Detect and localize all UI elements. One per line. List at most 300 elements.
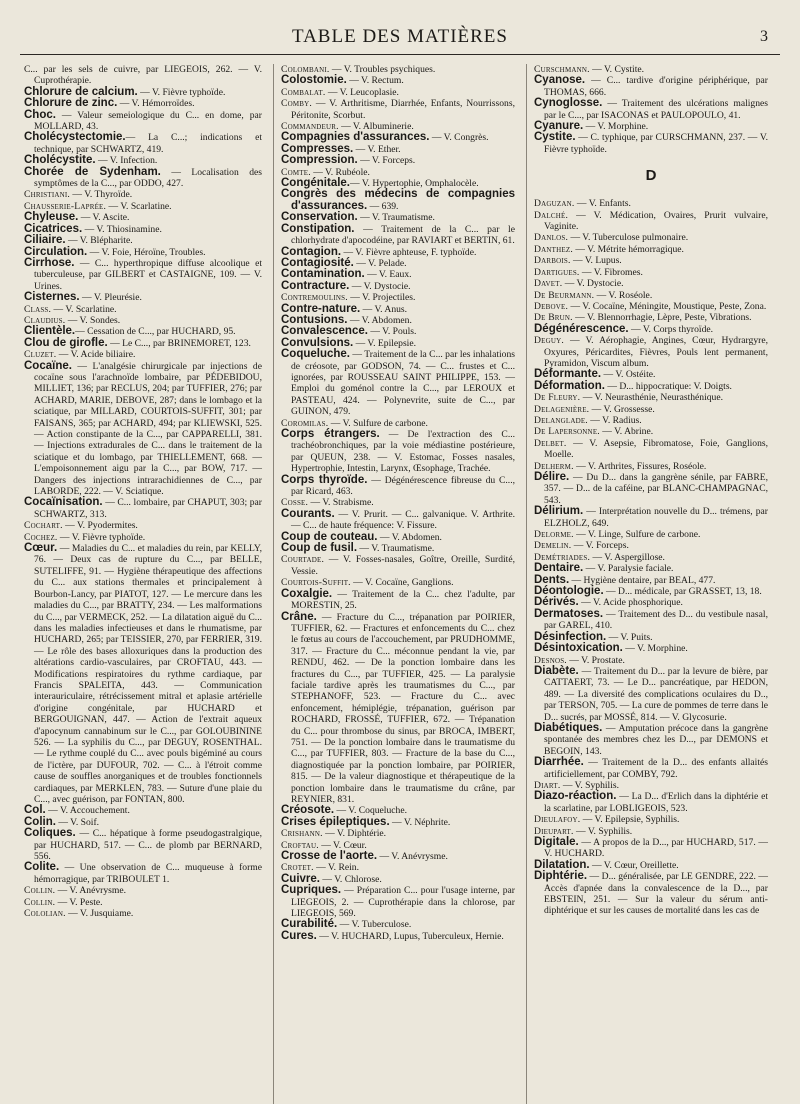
index-entry [281,349,515,417]
entry-author: Dartigues. [534,266,580,278]
entry-text: — Du D... dans la gangrène sénile, par FABRE, 357. — D... de la caféine, par BLANC-CHAMPAGNAC, 543. [544,472,768,506]
entry-headword: Clou de girofle. [24,336,108,349]
entry-text: — V. Traumatisme. [357,212,435,224]
entry-author: Comby. [281,98,313,110]
index-entry [534,301,768,312]
entry-headword: Diabète. [534,664,579,677]
index-entry [24,520,262,531]
index-entry [534,290,768,301]
index-entry [24,897,262,908]
index-entry [534,244,768,255]
entry-text: — V. Foie, Héroïne, Troubles. [87,246,206,258]
entry-author: Cochart. [24,520,63,532]
entry-author: De Beurmann. [534,289,595,301]
index-entry [534,198,768,209]
index-entry [281,931,515,942]
entry-headword: Corps thyroïde. [281,473,368,486]
entry-text: — D... hippocratique: V. Doigts. [604,380,732,392]
index-entry [24,908,262,919]
entry-headword: Diphtérie. [534,870,588,883]
entry-text: — V. Cœur, Oreillette. [589,859,679,871]
index-entry [24,497,262,520]
entry-headword: Dents. [534,573,570,586]
entry-text: — Préparation C... pour l'usage interne, par LIEGEOIS, 2. — Cuprothérapie dans la chlorose, par LIEGEOIS, 569. [291,885,515,920]
entry-text: — V. Médication, Ovaires, Prurit vulvaire, Vaginite. [544,209,768,233]
entry-text: — V. Traumatisme. [357,543,435,555]
index-entry [24,805,262,816]
entry-headword: Cystite. [534,131,576,144]
entry-headword: Compresses. [281,142,354,155]
entry-text: — V. Eaux. [364,269,412,281]
entry-text: — C... hépatique à forme pseudogastralgique, par HUCHARD, 517. — C... de plomb par BERNARD, 556. [34,828,262,863]
entry-author: Crishann. [281,828,323,840]
entry-author: Collin. [24,896,56,908]
entry-author: Danlos. [534,232,569,244]
entry-text: — V. Arthrites, Fissures, Roséole. [573,460,707,472]
index-entry [24,532,262,543]
entry-text: — Dégénérescence fibreuse du C..., par Ricard, 463. [291,474,515,498]
entry-text: — V. Abdomen. [377,531,442,543]
entry-text: — V. Epilepsie, Syphilis. [580,814,680,826]
page-title: TABLE DES MATIÈRES [292,26,508,47]
entry-author: Diart. [534,779,561,791]
index-entry [534,415,768,426]
entry-author: Delbet. [534,437,567,449]
index-entry [534,132,768,155]
entry-text: — Amputation précoce dans la gangrène spontanée des membres chez les D..., par DEMONS et BEGOIN, 143. [544,722,768,757]
index-entry [281,589,515,612]
entry-text: — Le C..., par BRINEMORET, 123. [107,337,251,349]
entry-author: De Brun. [534,312,573,324]
index-entry [534,426,768,437]
index-entry [24,132,262,155]
entry-author: Demelin. [534,540,572,552]
index-entry [281,87,515,98]
entry-headword: Dérivés. [534,596,579,609]
entry-text: — V. Scarlatine. [51,303,117,315]
entry-text: — V. Néphrite. [389,816,451,828]
index-entry [534,643,768,654]
entry-text: — De l'extraction des C... trachéobronchiques, par la voie médiastine postérieure, par QUEUN, 238. — V. Estomac, Fosses nasales, Hypertrophie, Intestin, Larynx, Œsophage, Trachée. [291,429,516,475]
entry-text: — V. Cœur. [318,839,367,851]
entry-headword: Circulation. [24,245,88,258]
entry-author: Combalat. [281,86,326,98]
index-entry [281,281,515,292]
entry-headword: Clientèle. [24,325,76,338]
entry-author: Coromilas. [281,417,329,429]
entry-headword: Délire. [534,471,570,483]
entry-author: Comte. [281,166,311,178]
index-entry [281,224,515,247]
entry-text: — V. Forceps. [571,540,629,552]
entry-text: — V. Anus. [360,303,408,315]
index-entry [281,543,515,554]
entry-author: Cosse. [281,497,309,509]
entry-headword: Conservation. [281,211,358,224]
entry-text: — V. Blennorrhagie, Lèpre, Peste, Vibrations. [572,312,752,324]
entry-author: Daguzan. [534,198,575,210]
entry-author: Class. [24,303,52,315]
index-entry [534,791,768,814]
page-header [20,22,780,56]
entry-text: — V. Cocaïne, Méningite, Moustique, Peste, Zona. [568,300,767,312]
entry-text: — V. Paralysie faciale. [583,563,674,575]
entry-author: Cochez. [24,531,58,543]
entry-text: — V. Fièvre typhoïde. [57,531,146,543]
entry-text: — V. Tuberculose. [337,919,412,931]
index-entry [24,167,262,190]
index-entry [281,75,515,86]
index-entry [24,98,262,109]
index-entry [534,267,768,278]
index-entry [281,429,515,475]
entry-author: Dalché. [534,209,569,221]
index-entry [534,540,768,551]
entry-headword: Déformation. [534,379,605,392]
entry-text: — Maladies du C... et maladies du rein, par KELLY, 76. — Deux cas de rupture du C..., par BELLE, SUTELIFFE, 91. — Hygiène thérapeutique des affections du C... aux stations thermales et principalement à Bourbon-Lancy, par PIATOT, 127. — Le mercure dans les maladies du C..., par BRATTY, 234. — Les malformations du C..., par VERMECK, 252. — La dilatation aiguë du C... dans les maladies infectieuses et dans le rhumatisme, par HUCHARD, 265; par TEISSIER, 270, par FERRIER, 319. — Le rôle des bases alloxuriques dans la production des altérations cardio-vasculaires, par CROFTAU, 443. — Modifications respiratoires du rythme cardiaque, par Francis SPALEITA, 443. — Communication interauriculaire, rétrécissement mitral et aplasie artérielle d'origine congénitale, par HUCHARD et BERGOUIGNAN, 447. — Action de l'extrait aqueux d'apocynum cannabinum sur le C..., par GOLOUBININE 526. — La syphilis du C..., par DEGUY, ROSENTHAL. — Le rythme couplé du C... avec pouls bigéminé au cours de l'ictère, par DUFOUR, 702. — C... à l'étroit comme cause de souffles anorganiques et de troubles fonctionnels cardiaques, par MERKLEN, 783. — Suture d'une plaie du C..., avec guérison, par FONTAN, 800. [34,543,262,805]
entry-headword: Dermatoses. [534,607,604,620]
entry-text: — V. Morphine. [583,121,649,133]
entry-text: — Cessation de C..., par HUCHARD, 95. [75,326,236,338]
entry-headword: Col. [24,804,46,817]
entry-headword: Cholécystite. [24,154,96,167]
entry-headword: Cocaïne. [24,359,72,372]
index-entry [534,335,768,369]
entry-headword: Cynoglosse. [534,97,603,110]
entry-headword: Diazo-réaction. [534,790,617,803]
entry-headword: Digitale. [534,836,579,848]
entry-text: — V. Hypertophie, Omphalocèle. [350,178,479,190]
entry-text: — V. Radius. [587,414,642,426]
entry-text: — V. Cystite. [589,64,645,75]
index-column-1 [20,64,266,1104]
entry-text: — V. Strabisme. [308,497,374,509]
entry-headword: Cholécystectomie. [24,131,126,144]
entry-author: Delanglade. [534,414,588,426]
entry-text: — V. Roséole. [594,289,653,301]
entry-text: — V. Morphine. [622,643,688,655]
entry-text: — C... hyperthropique diffuse alcoolique et tuberculeuse, par GILBERT et CASTAIGNE, 109. — V. Urines. [34,257,262,292]
entry-text: — V. Sondes. [65,314,121,326]
entry-author: Debove. [534,300,569,312]
entry-text: — V. Pleurésie. [79,292,142,304]
entry-text: — V. HUCHARD, Lupus, Tuberculeux, Hernie. [316,930,504,942]
entry-author: Courtade. [281,554,325,566]
entry-headword: Coliques. [24,827,76,840]
entry-text: — V. Accouchement. [45,805,130,817]
entry-text: — Traitement des D... du vestibule nasal, par GAREL, 410. [544,608,768,632]
entry-headword: Dégénérescence. [534,322,629,335]
entry-text: — V. Troubles psychiques. [329,64,436,75]
entry-headword: Constipation. [281,222,355,235]
entry-headword: Dilatation. [534,858,590,871]
index-entry [534,529,768,540]
entry-text: — V. Congrès. [429,132,489,144]
entry-headword: Cisternes. [24,291,80,304]
entry-text: — V. Rectum. [346,75,404,87]
index-entry [534,278,768,289]
index-entry [534,210,768,233]
entry-headword: Cures. [281,929,317,942]
index-entry [534,871,768,917]
index-entry [534,837,768,860]
entry-headword: Diabétiques. [534,721,603,734]
index-entry [534,506,768,529]
entry-headword: Délirium. [534,505,584,518]
entry-text: — Interprétation nouvelle du D... trémens, par ELZHOLZ, 649. [544,506,768,529]
index-entry [24,862,262,885]
entry-text: — V. Lupus. [570,255,622,267]
entry-text: — V. Prostate. [566,654,625,666]
entry-text: — V. Asepsie, Fibromatose, Foie, Ganglions, Moelle. [544,437,768,461]
entry-text: — V. Aérophagie, Angines, Cœur, Hydrargyre, Oxyures, Péricardites, Fièvres, Pouls lent permanent, Pyramidon, Viscum album. [544,335,768,369]
entry-text: — V. Cocaïne, Ganglions. [350,577,454,589]
entry-text: — Fracture du C..., trépanation par POIRIER, TUFFIER, 62. — Fractures et enfoncements du C... chez le fœtus au cours de l'accouchement, par PRUDHOMME, 317. — Fracture du C... méconnue pendant la vie, par RENDU, 462. — De la ponction lombaire dans les fractures du C..., par TUFFIER, 425. — La paralysie faciale tardive après les traumatismes du C..., par STEPHANOFF, 523. — Fracture du C... avec enfoncement, hémiplégie, trépanation, guérison par ROCHARD, FROSSÉ, TUFFIER, 672. — Trépanation du C... pour thrombose du sinus, par BROCA, IMBERT, 751. — De la ponction lombaire dans le traumatisme du C..., par TUFFIER, 803. — Fracture de la base du C..., diagnostiquée par la ponction lombaire, par POIRIER, 815. — De la valeur diagnostique et thérapeutique de la ponction lombaire dans le traumatisme du crâne, par REYNIER, 831. [291,611,515,805]
entry-author: Davet. [534,278,563,290]
index-entry [281,851,515,862]
entry-headword: Contre-nature. [281,302,361,315]
index-entry [24,189,262,200]
entry-text: — V. Abrine. [599,426,654,438]
entry-author: Croftau. [281,839,319,851]
entry-author: Cluzet. [24,349,57,361]
entry-headword: Colin. [24,815,56,828]
index-entry [24,338,262,349]
entry-text: — V. Fièvre aphteuse, F. typhoïde. [341,246,477,258]
index-entry [24,64,262,87]
index-entry [281,155,515,166]
entry-author: Courtois-Suffit. [281,577,351,589]
entry-text: — V. Acide biliaire. [56,349,136,361]
entry-text: — D... médicale, par GRASSET, 13, 18. [603,586,762,598]
entry-text: — La C...; indications et technique, par SCHWARTZ, 419. [34,132,262,155]
index-column-3 [526,64,772,1104]
entry-text: — V. Thyroïde. [70,189,133,201]
entry-author: Commandeur. [281,121,339,133]
entry-text: — V. Pelade. [353,257,407,269]
entry-text: — V. Sulfure de carbone. [328,417,428,429]
entry-author: Deguy. [534,335,564,347]
page-number: 3 [760,28,768,45]
entry-text: — Localisation des symptômes de la C..., par ODDO, 427. [34,166,262,190]
entry-text: — V. Dystocie. [562,278,624,290]
entry-headword: Coup de fusil. [281,542,358,555]
entry-headword: Convalescence. [281,325,368,338]
entry-author: Darbois. [534,255,571,267]
entry-headword: Cirrhose. [24,256,75,269]
entry-text: — L'analgésie chirurgicale par injections de cocaïne sous l'arachnoïde lombaire, par PÉDEBIDOU, MILLIET, 136; par RECLUS, 204; par TUFFIER, 276; par ACHARD, MARIE, DEBOVE, 287; dans le lombago et la sciatique, par MILLARD, COURTOIS-SUFFIT, 301; par FAISANS, 365; par ACHARD, 494; par KLIEWSKI, 525. — Action constipante de la C..., par CAPPARELLI, 381. — Injections extradurales de C... dans le traitement de la sciatique et du lombago, par THIELLEMENT, 668. — L'empoisonnement aigu par la C..., par BOW, 717. — Dangers des injections intrarachidiennes de C..., par LABORDE, 222. — V. Sciatique. [34,360,262,498]
entry-text: — Traitement des ulcérations malignes par le C..., par ISACONAS et PAULOPOULO, 41. [544,98,768,121]
entry-headword: Déontologie. [534,585,604,598]
entry-author: Delagenière. [534,403,590,415]
entry-headword: Cocaïnisation. [24,496,103,509]
index-entry [534,255,768,266]
index-entry [534,75,768,98]
index-entry [24,304,262,315]
entry-headword: Diarrhée. [534,756,584,769]
entry-text: — V. Fibromes. [579,266,643,278]
entry-text: — Traitement de la D... des enfants allaités artificiellement, par COMBY, 792. [544,757,768,780]
entry-text: — V. Coqueluche. [334,805,407,817]
entry-author: Desnos. [534,654,567,666]
entry-headword: Convulsions. [281,336,354,349]
index-entry [281,817,515,828]
index-entry [534,232,768,243]
entry-text: — V. Syphilis. [560,779,619,791]
entry-headword: Coxalgie. [281,587,333,600]
entry-text: — V. Linge, Sulfure de carbone. [573,529,701,541]
entry-text: — Traitement de la C... chez l'adulte, par MORESTIN, 25. [291,588,515,612]
entry-headword: Cicatrices. [24,222,83,235]
entry-text: — V. Diphtérie. [322,828,387,840]
index-entry [534,472,768,506]
entry-text: — Traitement du D... par la levure de bière, par CATTAERT, 73. — Le D... pancréatique, par HEDON, 489. — La diversité des complications oculaires du D.., par TERSON, 705. — La cure de pommes de terre dans le D... sucrés, par MOSSÉ, 814. — V. Glycosurie. [544,665,768,723]
entry-text: — Valeur semeiologique du C... en dome, par MOLLARD, 43. [34,109,262,133]
entry-text: — V. Chlorose. [320,873,382,885]
index-entry [281,98,515,121]
entry-text: — V. Métrite hémorragique. [572,243,684,255]
entry-author: Danthez. [534,243,573,255]
entry-author: De Lapersonne. [534,426,600,438]
index-entry [534,438,768,461]
entry-text: — C. typhique, par CURSCHMANN, 237. — V. Fièvre typhoïde. [544,132,768,155]
entry-headword: Créosote. [281,804,335,817]
entry-author: Cololian. [24,908,66,920]
entry-text: — V. Acide phosphorique. [578,597,683,609]
entry-headword: Déformante. [534,368,602,381]
entry-text: — V. Rubéole. [310,166,370,178]
entry-text: — Traitement de la C... par le chlorhydrate d'apocodéine, par RAVIART et BERTIN, 61. [291,223,515,247]
entry-text: — 639. [367,200,399,212]
entry-author: Curschmann. [534,64,590,75]
entry-text: — V. Pouls. [367,326,417,338]
index-entry [534,381,768,392]
index-entry [281,509,515,532]
entry-author: Delorme. [534,529,574,541]
entry-headword: Colostomie. [281,74,347,87]
entry-author: Dieupart. [534,825,574,837]
entry-text: — V. Aspergillose. [590,551,665,563]
entry-text: — V. Scarlatine. [106,200,172,212]
entry-author: Christiani. [24,189,70,201]
index-entry [281,828,515,839]
entry-text: — V. Ether. [353,143,401,155]
entry-text: — V. Fièvre typhoïde. [137,86,226,98]
entry-text: — V. Anévrysme. [55,885,127,897]
entry-text: — V. Pyodermites. [62,520,138,532]
entry-author: Collin. [24,885,56,897]
entry-headword: Congénitale. [281,177,351,190]
entry-text: — V. Tuberculose pulmonaire. [568,232,689,244]
entry-author: De Fleury. [534,392,581,404]
entry-author: Demétriades. [534,551,591,563]
entry-headword: Chyleuse. [24,211,79,224]
entry-text: — V. Abdomen. [347,314,412,326]
entry-text: — V. Thiosinamine. [82,223,162,235]
index-columns [20,64,780,1104]
entry-headword: Crises épileptiques. [281,815,390,828]
index-entry [534,98,768,121]
entry-headword: Désinfection. [534,630,607,643]
entry-headword: Coup de couteau. [281,530,378,543]
index-entry [24,361,262,498]
entry-headword: Cyanose. [534,74,586,87]
entry-headword: Curabilité. [281,918,338,931]
entry-text: — Traitement de la C... par les inhalations de créosote, par GODSON, 74. — C... frustes et C... ignorées, par ROUSSEAU SAINT PHILIPPE, 153. — Emploi du goménol contre la C..., par LEROUX et PASTEAU, 424. — Polynevrite, suite de C..., par GUINON, 479. [291,349,515,418]
entry-headword: Contracture. [281,279,350,292]
entry-headword: Compagnies d'assurances. [281,131,430,144]
entry-text: C... par les sels de cuivre, par LIEGEOIS, 262. — V. Cuprothérapie. [24,64,262,87]
index-entry [24,292,262,303]
entry-text: — V. Corps thyroïde. [628,323,714,335]
index-entry [24,885,262,896]
entry-text: — Une observation de C... muqueuse à forme hémorragique, par TRIBOULET 1. [34,862,262,885]
entry-text: — La D... d'Erlich dans la diphtérie et la scarlatine, par LOBLIGEOIS, 523. [544,791,768,814]
entry-headword: Colite. [24,861,60,874]
entry-author: Chausserie-Laprée. [24,200,107,212]
index-column-2 [273,64,519,1104]
entry-author: Delherm. [534,460,574,472]
entry-text: — V. Infection. [95,155,158,167]
entry-text: — V. Dystocie. [349,280,411,292]
entry-text: — D... généralisée, par LE GENDRE, 222. — Accès d'apnée dans la convalescence de la D..., par EBSTEIN, 251. — Sur la valeur du sérum anti-diphtérique et sur les causes de mortalité dans les cas de [544,871,768,917]
entry-headword: Cuivre. [281,872,320,885]
entry-text: — A propos de la D..., par HUCHARD, 517. — V. HUCHARD. [544,837,768,860]
entry-text: — V. Epilepsie. [353,337,417,349]
index-entry [534,757,768,780]
entry-text: — V. Fosses-nasales, Goître, Oreille, Surdité, Vessie. [291,554,515,577]
entry-text: — V. Ascite. [78,212,130,224]
entry-text: — V. Grossesse. [589,403,655,415]
index-entry [534,392,768,403]
entry-headword: Chlorure de zinc. [24,97,118,110]
entry-headword: Chlorure de calcium. [24,85,138,98]
entry-headword: Crâne. [281,610,317,623]
entry-text: — V. Jusquiame. [65,908,134,920]
entry-text: — V. Neurasthénie, Neurasthénique. [580,392,724,404]
entry-text: — V. Prurit. — C... galvanique. V. Arthrite. — C... de haute fréquence: V. Fissure. [291,508,515,532]
index-entry [534,666,768,723]
entry-headword: Coqueluche. [281,348,351,361]
entry-text: — C... lombaire, par CHAPUT, 303; par SCHWARTZ, 313. [34,497,262,520]
entry-headword: Cyanure. [534,120,584,133]
entry-headword: Contusions. [281,313,348,326]
entry-text: — V. Peste. [55,896,103,908]
entry-author: Dieulafoy. [534,814,581,826]
entry-headword: Crosse de l'aorte. [281,850,378,863]
entry-text: — V. Syphilis. [573,825,633,837]
entry-text: — V. Hémorroïdes. [117,98,195,110]
index-entry [534,609,768,632]
index-entry [24,828,262,862]
index-entry [281,612,515,806]
entry-author: Claudius. [24,314,66,326]
entry-text: — V. Rein. [313,862,359,874]
entry-text: — V. Enfants. [574,198,631,210]
index-entry [281,189,515,212]
index-entry [24,110,262,133]
entry-text: — V. Projectiles. [347,292,416,304]
entry-headword: Cœur. [24,542,58,555]
entry-headword: Dentaire. [534,562,584,575]
entry-headword: Contagiosité. [281,256,354,269]
entry-text: — V. Ostéite. [601,369,656,381]
entry-author: Contremoulins. [281,292,348,304]
entry-text: — V. Puits. [606,631,653,643]
entry-headword: Courants. [281,507,335,520]
entry-author: Colombani. [281,64,330,75]
entry-text: — C... tardive d'origine périphérique, par THOMAS, 666. [544,75,768,98]
